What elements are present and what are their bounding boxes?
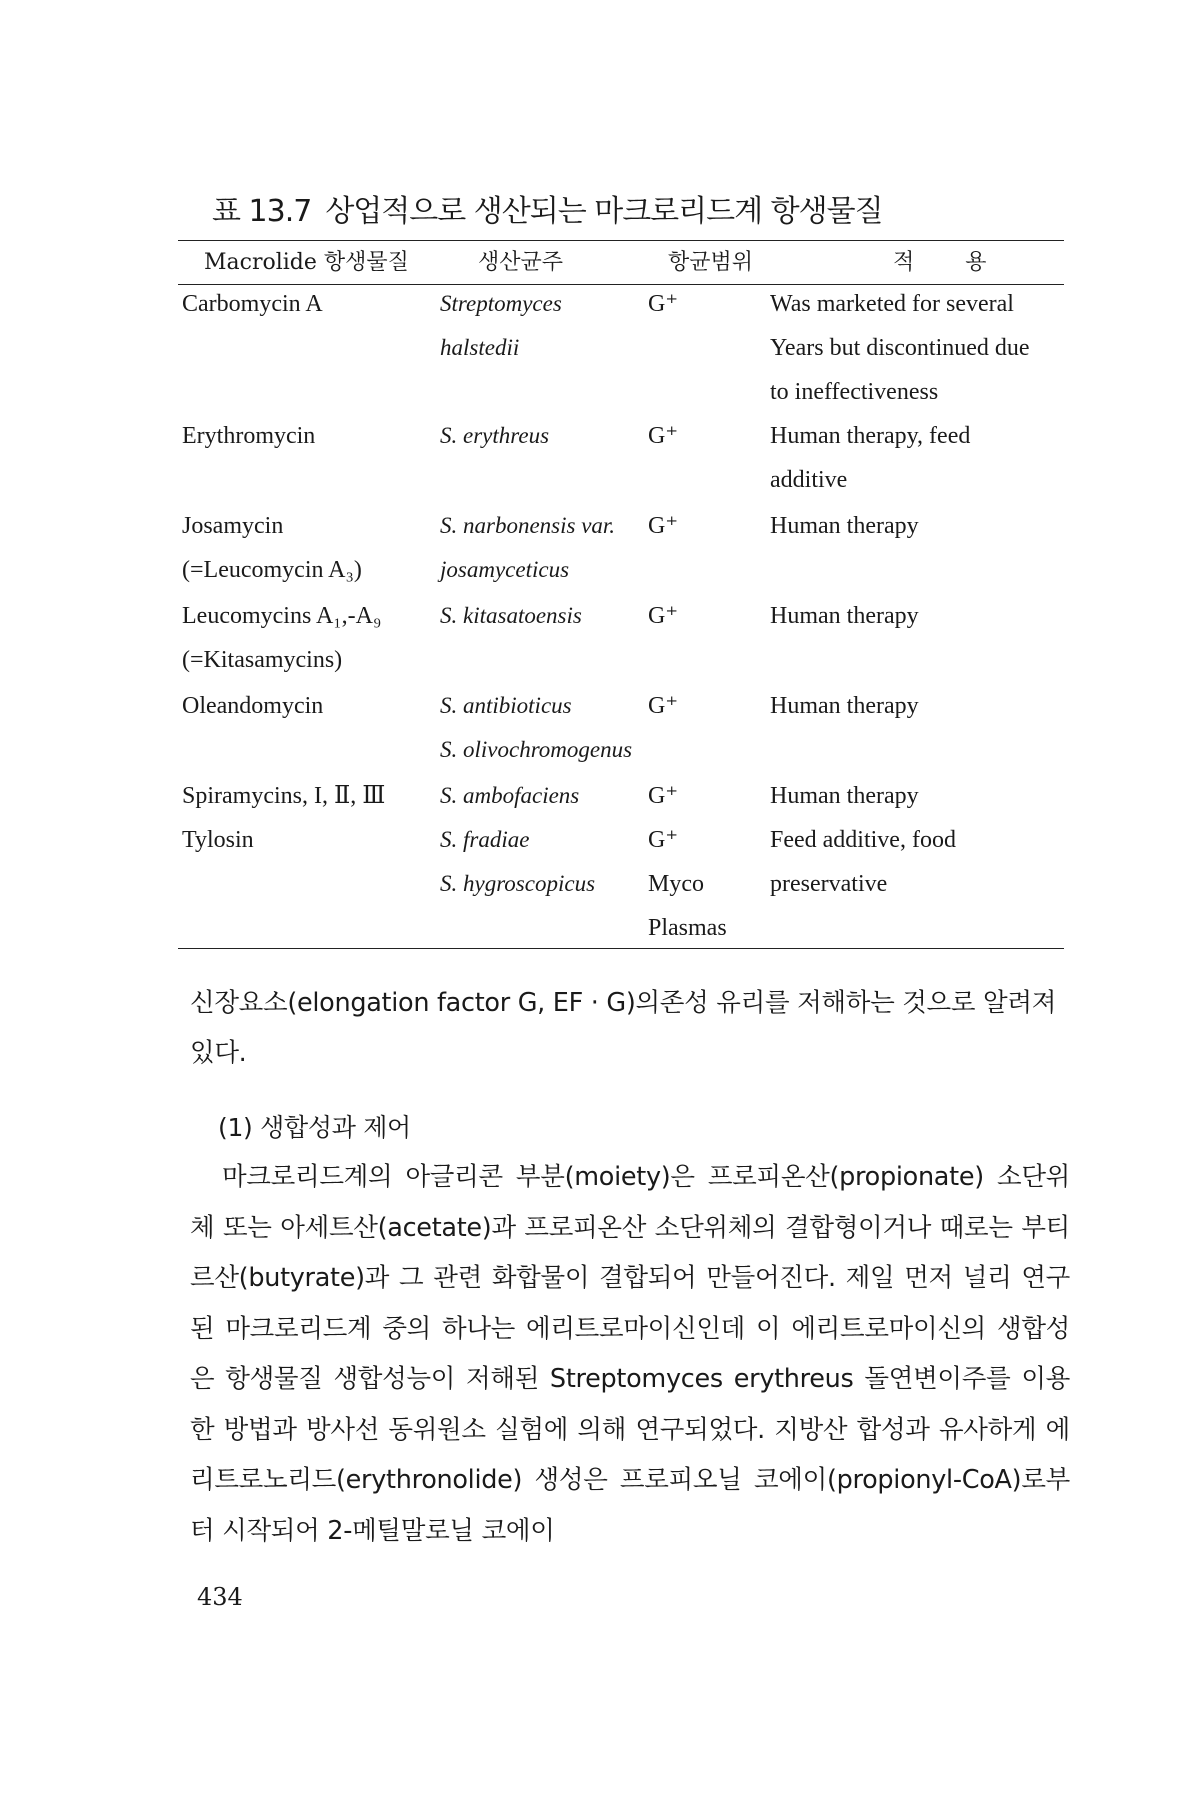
header-producer: 생산균주	[478, 250, 564, 275]
table-cell-name: Josamycin (=Leucomycin A₃)	[182, 513, 362, 583]
table-cell-use: Human therapy, feed additive	[770, 423, 971, 493]
table-cell-name: Oleandomycin	[182, 693, 324, 719]
table-cell-spectrum: G⁺	[648, 291, 678, 317]
table-cell-producer: S. narbonensis var. josamyceticus	[440, 513, 616, 582]
table-cell-name: Erythromycin	[182, 423, 316, 449]
table-cell-use: Human therapy	[770, 783, 919, 809]
table-cell-use: Human therapy	[770, 603, 919, 629]
header-application: 적 용	[893, 250, 1009, 275]
table-cell-spectrum: G⁺	[648, 423, 678, 449]
table-cell-producer: S. ambofaciens	[440, 783, 580, 808]
table-caption	[212, 186, 883, 230]
table-caption-title: 상업적으로 생산되는 마크로리드계 항생물질	[325, 194, 883, 229]
table-bottom-rule	[178, 948, 1064, 949]
table-cell-use: Feed additive, food preservative	[770, 827, 956, 897]
table-header-row	[178, 245, 1064, 285]
table-cell-use: Human therapy	[770, 693, 919, 719]
header-spectrum: 항균범위	[668, 250, 754, 275]
table-cell-name: Carbomycin A	[182, 291, 323, 317]
table-cell-producer: Streptomyces halstedii	[440, 291, 562, 360]
table-cell-producer: S. kitasatoensis	[440, 603, 582, 628]
table-top-rule	[178, 240, 1064, 241]
table-cell-spectrum: G⁺	[648, 603, 678, 629]
table-cell-spectrum: G⁺	[648, 693, 678, 719]
table-cell-producer: S. fradiae S. hygroscopicus	[440, 827, 596, 896]
table-cell-spectrum: G⁺	[648, 783, 678, 809]
table-cell-spectrum: G⁺ Myco Plasmas	[648, 827, 727, 941]
paragraph-biosynthesis: 마크로리드계의 아글리콘 부분(moiety)은 프로피온산(propionate) 소단위체 또는 아세트산(acetate)과 프로피온산 소단위체의 결합형이거나 때로는 부티르산(butyrate)과 그 관련 화합물이 결합되어 만들어진다. 제일 먼저 널리 연구된 마크로리드계 중의 하나는 에리트로마이신인데 이 에리트로마이신의 생합성은 항생물질 생합성능이 저해된 Streptomyces erythreus 돌연변이주를 이용한 방법과 방사선 동위원소 실험에 의해 연구되었다. 지방산 합성과 유사하게 에리트로노리드(erythronolide) 생성은 프로피오닐 코에이(propionyl-CoA)로부터 시작되어 2-메틸말로닐 코에이	[190, 1162, 1070, 1546]
section-heading: (1) 생합성과 제어	[218, 1113, 411, 1142]
header-macrolide: Macrolide 항생물질	[204, 250, 409, 275]
table-cell-name: Spiramycins, I, Ⅱ, Ⅲ	[182, 783, 386, 809]
table-cell-use: Human therapy	[770, 513, 919, 539]
page-number: 434	[197, 1583, 243, 1611]
table-caption-label: 표 13.7	[212, 194, 312, 229]
paragraph-intro: 신장요소(elongation factor G, EF · G)의존성 유리를 저해하는 것으로 알려져 있다.	[190, 988, 1057, 1068]
table-cell-name: Leucomycins A₁,-A₉ (=Kitasamycins)	[182, 603, 382, 673]
table-cell-name: Tylosin	[182, 827, 254, 853]
table-cell-spectrum: G⁺	[648, 513, 678, 539]
table-cell-producer: S. antibioticus S. olivochromogenus	[440, 693, 633, 762]
table-cell-producer: S. erythreus	[440, 423, 550, 448]
table-cell-use: Was marketed for several Years but discontinued due to ineffectiveness	[770, 291, 1030, 405]
